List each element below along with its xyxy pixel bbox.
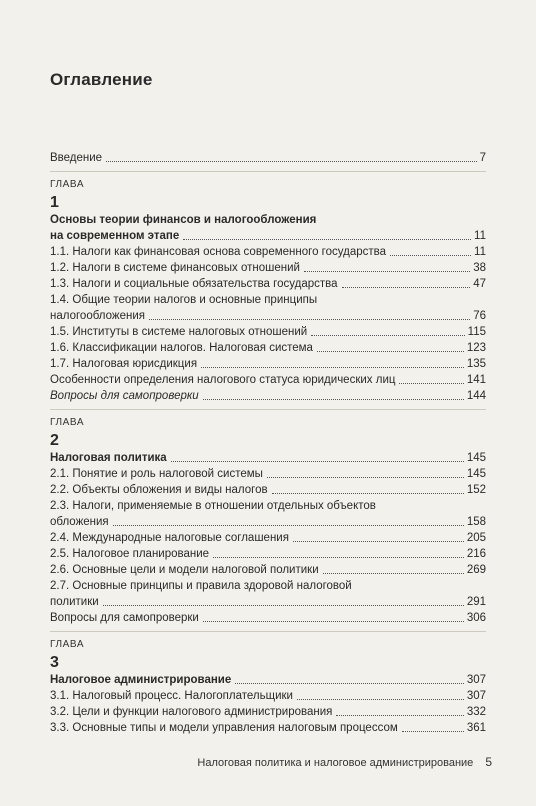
toc-entry-title: Особенности определения налогового статуса юридических лиц — [50, 374, 396, 386]
toc-entry-intro[interactable] — [50, 150, 486, 166]
toc-entry[interactable] — [50, 260, 486, 276]
toc-entry-title: 2.1. Понятие и роль налоговой системы — [50, 468, 263, 480]
toc-entry-page: 141 — [466, 374, 486, 386]
chapter-label: ГЛАВА — [50, 639, 85, 650]
toc-entry-title-line1: 2.3. Налоги, применяемые в отношении отдельных объектов — [50, 500, 376, 512]
toc-entry[interactable] — [50, 482, 486, 498]
toc-entry[interactable] — [50, 372, 486, 388]
dot-leader — [201, 367, 464, 368]
toc-entry-title: Вопросы для самопроверки — [50, 612, 199, 624]
chapter-label: ГЛАВА — [50, 179, 85, 190]
running-footer-text: Налоговая политика и налоговое администрирование — [197, 757, 474, 769]
toc-entry-page: 11 — [474, 246, 486, 258]
chapter-page: 307 — [466, 674, 486, 686]
chapter-title-line2: на современном этапе — [50, 230, 180, 242]
toc-entry-page: 38 — [473, 262, 486, 274]
toc-entry-page: 152 — [466, 484, 486, 496]
toc-entry[interactable] — [50, 356, 486, 372]
toc-entry[interactable] — [50, 292, 486, 324]
toc-entry-title: 2.5. Налоговое планирование — [50, 548, 210, 560]
toc-entry-page: 307 — [466, 690, 486, 702]
toc-entry-questions[interactable] — [50, 388, 486, 404]
dot-leader — [203, 621, 464, 622]
chapter-title: Налоговая политика — [50, 452, 167, 464]
toc-entry-title: Введение — [50, 152, 103, 164]
page-footer — [197, 755, 492, 769]
dot-leader — [317, 351, 464, 352]
chapter-page: 11 — [474, 230, 486, 242]
chapter-label: ГЛАВА — [50, 417, 85, 428]
toc-entry[interactable] — [50, 530, 486, 546]
dot-leader — [235, 683, 464, 684]
toc-entry-page: 123 — [466, 342, 486, 354]
toc-entry-page: 47 — [473, 278, 486, 290]
dot-leader — [390, 255, 471, 256]
toc-entry-title: 3.2. Цели и функции налогового администрирования — [50, 706, 333, 718]
dot-leader — [103, 605, 464, 606]
toc-entry-title-line1: 2.7. Основные принципы и правила здоровой налоговой — [50, 580, 352, 592]
toc-entry-page: 269 — [466, 564, 486, 576]
toc-entry-title-line1: 1.4. Общие теории налогов и основные принципы — [50, 294, 318, 306]
toc-entry[interactable] — [50, 704, 486, 720]
toc-entry-title-line2: налогообложения — [50, 310, 145, 322]
toc-entry-page: 144 — [466, 390, 486, 402]
toc-entry[interactable] — [50, 720, 486, 736]
toc-entry-page: 205 — [466, 532, 486, 544]
toc-entry-page: 291 — [466, 596, 486, 608]
chapter-title-entry[interactable] — [50, 672, 486, 688]
toc-entry-page: 306 — [466, 612, 486, 624]
toc-entry-title: 2.2. Объекты обложения и виды налогов — [50, 484, 268, 496]
toc-entry[interactable] — [50, 340, 486, 356]
dot-leader — [113, 525, 464, 526]
toc-entry-title: 1.2. Налоги в системе финансовых отношений — [50, 262, 300, 274]
toc-entry[interactable] — [50, 578, 486, 610]
toc-entry[interactable] — [50, 546, 486, 562]
dot-leader — [297, 699, 464, 700]
dot-leader — [336, 715, 463, 716]
toc-entry[interactable] — [50, 276, 486, 292]
chapter-title-entry[interactable] — [50, 450, 486, 466]
dot-leader — [213, 557, 464, 558]
toc-entry-page: 332 — [466, 706, 486, 718]
toc-entry-title: 3.3. Основные типы и модели управления налоговым процессом — [50, 722, 398, 734]
toc-heading: Оглавление — [50, 70, 153, 89]
chapter-divider — [50, 171, 486, 172]
toc-entry-title-line2: политики — [50, 596, 99, 608]
toc-entry-title: 1.1. Налоги как финансовая основа современного государства — [50, 246, 387, 258]
dot-leader — [311, 335, 464, 336]
toc-entry-title: 3.1. Налоговый процесс. Налогоплательщики — [50, 690, 293, 702]
toc-entry-title: 1.6. Классификации налогов. Налоговая система — [50, 342, 313, 354]
toc-entry-page: 135 — [466, 358, 486, 370]
toc-entry-title: 1.5. Институты в системе налоговых отношений — [50, 326, 308, 338]
dot-leader — [272, 493, 464, 494]
chapter-title-entry[interactable] — [50, 212, 486, 244]
toc-entry[interactable] — [50, 562, 486, 578]
dot-leader — [183, 239, 471, 240]
toc-entry-title: 1.3. Налоги и социальные обязательства государства — [50, 278, 338, 290]
page-number: 5 — [485, 755, 492, 769]
dot-leader — [171, 461, 464, 462]
toc-entry-page: 361 — [466, 722, 486, 734]
toc-entry[interactable] — [50, 498, 486, 530]
toc-entry-page: 76 — [473, 310, 486, 322]
toc-entry[interactable] — [50, 324, 486, 340]
dot-leader — [304, 271, 470, 272]
chapter-number: 2 — [50, 432, 59, 449]
toc-entry-title: Вопросы для самопроверки — [50, 390, 199, 402]
dot-leader — [342, 287, 471, 288]
dot-leader — [106, 161, 477, 162]
dot-leader — [402, 731, 464, 732]
dot-leader — [293, 541, 464, 542]
toc-entry[interactable] — [50, 688, 486, 704]
dot-leader — [267, 477, 464, 478]
toc-entry-page: 7 — [479, 152, 486, 164]
toc-entry[interactable] — [50, 466, 486, 482]
chapter-number: 1 — [50, 194, 59, 211]
dot-leader — [323, 573, 464, 574]
table-of-contents — [50, 150, 486, 736]
toc-entry-title: 2.6. Основные цели и модели налоговой политики — [50, 564, 319, 576]
dot-leader — [149, 319, 470, 320]
toc-entry-title: 2.4. Международные налоговые соглашения — [50, 532, 289, 544]
dot-leader — [203, 399, 464, 400]
chapter-number: 3 — [50, 654, 59, 671]
toc-entry-title-line2: обложения — [50, 516, 109, 528]
toc-entry-questions[interactable] — [50, 610, 486, 626]
toc-entry-page: 216 — [466, 548, 486, 560]
toc-entry[interactable] — [50, 244, 486, 260]
toc-entry-title: 1.7. Налоговая юрисдикция — [50, 358, 198, 370]
chapter-title-line1: Основы теории финансов и налогообложения — [50, 214, 317, 226]
chapter-title: Налоговое администрирование — [50, 674, 232, 686]
chapter-divider — [50, 409, 486, 410]
toc-entry-page: 158 — [466, 516, 486, 528]
dot-leader — [399, 383, 463, 384]
toc-entry-page: 145 — [466, 468, 486, 480]
chapter-page: 145 — [466, 452, 486, 464]
toc-entry-page: 115 — [467, 326, 486, 338]
chapter-divider — [50, 631, 486, 632]
